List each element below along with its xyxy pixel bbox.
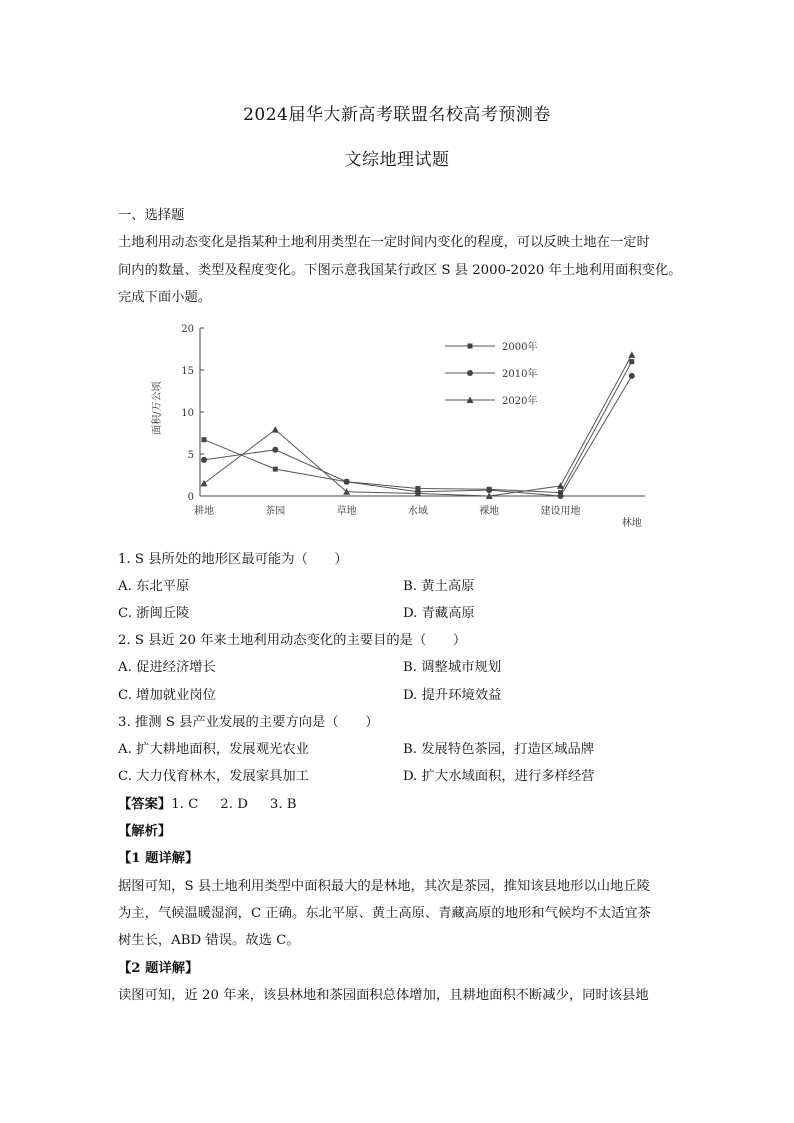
series-line-1 <box>204 376 632 496</box>
q2-option-a[interactable]: A. 促进经济增长 <box>118 660 216 675</box>
question-2-stem: 2. S 县近 20 年来土地利用动态变化的主要目的是（ ） <box>118 633 467 648</box>
section-heading: 一、选择题 <box>118 208 185 223</box>
question-1-stem: 1. S 县所处的地形区最可能为（ ） <box>118 552 348 567</box>
q3-option-c[interactable]: C. 大力伐育林木，发展家具加工 <box>118 769 310 784</box>
data-point-circle <box>272 447 278 453</box>
answer-label: 【答案】 <box>118 797 172 812</box>
q3-option-d[interactable]: D. 扩大水域面积，进行多样经营 <box>403 769 595 784</box>
question-3-stem: 3. 推测 S 县产业发展的主要方向是（ ） <box>118 715 379 730</box>
legend-label: 2020年 <box>502 396 538 407</box>
q2-detail-label: 【2 题详解】 <box>118 961 199 976</box>
q3-option-a[interactable]: A. 扩大耕地面积，发展观光农业 <box>118 742 309 757</box>
data-point-square <box>629 359 634 364</box>
x-tick-label: 林地 <box>621 518 642 529</box>
q1-detail-line-1: 据图可知，S 县土地利用类型中面积最大的是林地，其次是茶园，推知该县地形以山地丘陵 <box>118 879 650 894</box>
q2-option-c[interactable]: C. 增加就业岗位 <box>118 688 216 703</box>
data-point-triangle <box>201 480 208 487</box>
y-tick-label: 20 <box>181 324 194 335</box>
x-tick-label: 耕地 <box>194 506 214 517</box>
data-point-circle <box>201 457 207 463</box>
y-axis-label: 面积/万公顷 <box>152 381 163 435</box>
answer-2: 2. D <box>220 797 248 812</box>
q3-option-b[interactable]: B. 发展特色茶园，打造区域品牌 <box>403 742 595 757</box>
x-tick-label: 水域 <box>407 506 428 517</box>
data-point-circle <box>486 487 492 493</box>
intro-line-2: 间内的数量、类型及程度变化。下图示意我国某行政区 S 县 2000-2020 年土地利用面积变化。 <box>118 263 682 278</box>
q1-detail-label: 【1 题详解】 <box>118 851 199 866</box>
intro-line-1: 土地利用动态变化是指某种土地利用类型在一定时间内变化的程度，可以反映土地在一定时 <box>118 235 650 250</box>
answer-row <box>118 797 688 813</box>
x-tick-label: 草地 <box>336 506 357 517</box>
intro-line-3: 完成下面小题。 <box>118 290 212 305</box>
q2-option-b[interactable]: B. 调整城市规划 <box>403 660 502 675</box>
x-tick-label: 裸地 <box>479 506 500 517</box>
analysis-label: 【解析】 <box>118 824 172 839</box>
q1-detail-line-3: 树生长，ABD 错误。故选 C。 <box>118 933 300 948</box>
exam-subtitle: 文综地理试题 <box>344 150 450 170</box>
legend-label: 2000年 <box>502 342 538 353</box>
data-point-triangle <box>628 351 635 358</box>
data-point-circle <box>467 370 473 376</box>
q1-option-b[interactable]: B. 黄土高原 <box>403 579 475 594</box>
y-tick-label: 15 <box>181 366 194 377</box>
q1-option-c[interactable]: C. 浙闽丘陵 <box>118 606 190 621</box>
answer-1: 1. C <box>171 797 199 812</box>
x-tick-label: 建设用地 <box>540 506 581 517</box>
q1-option-a[interactable]: A. 东北平原 <box>118 579 190 594</box>
q1-detail-line-2: 为主，气候温暖湿润，C 正确。东北平原、黄土高原、青藏高原的地形和气候均不太适宜茶 <box>118 906 651 921</box>
data-point-triangle <box>557 482 564 489</box>
land-use-chart <box>140 318 660 538</box>
q1-option-d[interactable]: D. 青藏高原 <box>403 606 475 621</box>
x-tick-label: 茶园 <box>265 506 286 517</box>
data-point-square <box>273 467 278 472</box>
q2-detail-line-1: 读图可知，近 20 年来，该县林地和茶园面积总体增加，且耕地面积不断减少，同时该县地 <box>118 988 649 1003</box>
exam-title: 2024届华大新高考联盟名校高考预测卷 <box>243 105 551 125</box>
legend-label: 2010年 <box>502 369 538 380</box>
answer-3: 3. B <box>269 797 297 812</box>
data-point-square <box>468 344 473 349</box>
data-point-circle <box>558 493 564 499</box>
y-tick-label: 5 <box>187 450 194 461</box>
series-line-2 <box>204 355 632 496</box>
data-point-circle <box>629 373 635 379</box>
y-tick-label: 0 <box>187 492 194 503</box>
data-point-triangle <box>272 426 279 433</box>
y-tick-label: 10 <box>181 408 194 419</box>
data-point-square <box>202 437 207 442</box>
q2-option-d[interactable]: D. 提升环境效益 <box>403 688 502 703</box>
data-point-circle <box>344 479 350 485</box>
